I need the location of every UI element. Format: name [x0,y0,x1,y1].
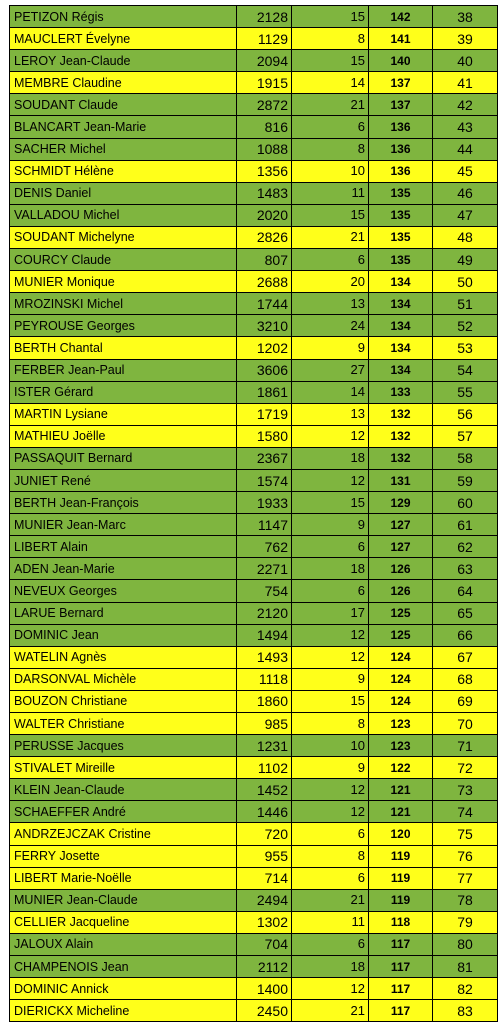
average-score-cell: 119 [369,845,433,867]
average-score-cell: 135 [369,226,433,248]
rank-cell: 56 [433,403,498,425]
games-count-cell: 21 [292,226,369,248]
table-row [10,933,498,955]
table-row [10,425,498,447]
games-count-cell: 20 [292,271,369,293]
average-score-cell: 136 [369,116,433,138]
total-points-cell: 1915 [237,72,292,94]
table-row [10,72,498,94]
total-points-cell: 2494 [237,889,292,911]
player-name-cell: LIBERT Alain [10,536,237,558]
games-count-cell: 11 [292,911,369,933]
average-score-cell: 123 [369,735,433,757]
player-name-cell: ANDRZEJCZAK Cristine [10,823,237,845]
games-count-cell: 6 [292,580,369,602]
player-name-cell: ADEN Jean-Marie [10,558,237,580]
player-name-cell: PERUSSE Jacques [10,735,237,757]
games-count-cell: 10 [292,735,369,757]
table-row [10,668,498,690]
total-points-cell: 2128 [237,6,292,28]
games-count-cell: 9 [292,757,369,779]
table-row [10,690,498,712]
games-count-cell: 9 [292,337,369,359]
total-points-cell: 1356 [237,160,292,182]
games-count-cell: 6 [292,116,369,138]
rank-cell: 77 [433,867,498,889]
total-points-cell: 1129 [237,28,292,50]
average-score-cell: 127 [369,514,433,536]
average-score-cell: 127 [369,536,433,558]
average-score-cell: 125 [369,602,433,624]
total-points-cell: 1744 [237,293,292,315]
rank-cell: 46 [433,182,498,204]
rank-cell: 68 [433,668,498,690]
games-count-cell: 12 [292,624,369,646]
games-count-cell: 15 [292,690,369,712]
table-row [10,956,498,978]
results-table-body [10,6,498,1022]
rank-cell: 83 [433,1000,498,1022]
games-count-cell: 21 [292,94,369,116]
player-name-cell: MUNIER Jean-Marc [10,514,237,536]
total-points-cell: 1483 [237,182,292,204]
average-score-cell: 126 [369,558,433,580]
player-name-cell: MARTIN Lysiane [10,403,237,425]
rank-cell: 73 [433,779,498,801]
total-points-cell: 2367 [237,447,292,469]
games-count-cell: 12 [292,469,369,491]
total-points-cell: 2094 [237,50,292,72]
table-row [10,713,498,735]
rank-cell: 42 [433,94,498,116]
table-row [10,50,498,72]
table-row [10,978,498,1000]
rank-cell: 69 [433,690,498,712]
total-points-cell: 1452 [237,779,292,801]
rank-cell: 44 [433,138,498,160]
rank-cell: 62 [433,536,498,558]
table-row [10,315,498,337]
rank-cell: 57 [433,425,498,447]
table-row [10,602,498,624]
player-name-cell: JALOUX Alain [10,933,237,955]
rank-cell: 40 [433,50,498,72]
table-row [10,447,498,469]
average-score-cell: 123 [369,713,433,735]
average-score-cell: 124 [369,646,433,668]
games-count-cell: 6 [292,823,369,845]
total-points-cell: 2271 [237,558,292,580]
total-points-cell: 2020 [237,204,292,226]
rank-cell: 58 [433,447,498,469]
table-row [10,381,498,403]
table-row [10,293,498,315]
player-name-cell: SACHER Michel [10,138,237,160]
rank-cell: 64 [433,580,498,602]
player-name-cell: DARSONVAL Michèle [10,668,237,690]
average-score-cell: 118 [369,911,433,933]
games-count-cell: 18 [292,558,369,580]
table-row [10,735,498,757]
total-points-cell: 1574 [237,469,292,491]
player-name-cell: LARUE Bernard [10,602,237,624]
average-score-cell: 121 [369,779,433,801]
rank-cell: 43 [433,116,498,138]
total-points-cell: 1302 [237,911,292,933]
average-score-cell: 129 [369,492,433,514]
total-points-cell: 1102 [237,757,292,779]
average-score-cell: 134 [369,337,433,359]
rank-cell: 55 [433,381,498,403]
average-score-cell: 120 [369,823,433,845]
table-row [10,624,498,646]
games-count-cell: 17 [292,602,369,624]
player-name-cell: BLANCART Jean-Marie [10,116,237,138]
average-score-cell: 132 [369,447,433,469]
player-name-cell: JUNIET René [10,469,237,491]
rank-cell: 70 [433,713,498,735]
total-points-cell: 2450 [237,1000,292,1022]
total-points-cell: 1088 [237,138,292,160]
total-points-cell: 985 [237,713,292,735]
average-score-cell: 134 [369,315,433,337]
table-row [10,337,498,359]
table-row [10,403,498,425]
average-score-cell: 134 [369,359,433,381]
player-name-cell: DENIS Daniel [10,182,237,204]
rank-cell: 74 [433,801,498,823]
rank-cell: 45 [433,160,498,182]
rank-cell: 63 [433,558,498,580]
table-row [10,801,498,823]
rank-cell: 59 [433,469,498,491]
total-points-cell: 816 [237,116,292,138]
rank-cell: 72 [433,757,498,779]
table-row [10,646,498,668]
rank-cell: 78 [433,889,498,911]
player-name-cell: BOUZON Christiane [10,690,237,712]
player-name-cell: SOUDANT Michelyne [10,226,237,248]
total-points-cell: 2112 [237,956,292,978]
games-count-cell: 8 [292,138,369,160]
player-name-cell: LIBERT Marie-Noëlle [10,867,237,889]
table-row [10,6,498,28]
table-row [10,580,498,602]
player-name-cell: BERTH Jean-François [10,492,237,514]
table-row [10,469,498,491]
average-score-cell: 131 [369,469,433,491]
player-name-cell: DIERICKX Micheline [10,1000,237,1022]
total-points-cell: 754 [237,580,292,602]
average-score-cell: 140 [369,50,433,72]
rank-cell: 80 [433,933,498,955]
table-row [10,226,498,248]
table-row [10,911,498,933]
player-name-cell: SCHMIDT Hélène [10,160,237,182]
player-name-cell: FERRY Josette [10,845,237,867]
rank-cell: 39 [433,28,498,50]
table-row [10,28,498,50]
average-score-cell: 117 [369,1000,433,1022]
average-score-cell: 125 [369,624,433,646]
games-count-cell: 9 [292,668,369,690]
table-row [10,271,498,293]
rank-cell: 76 [433,845,498,867]
player-name-cell: NEVEUX Georges [10,580,237,602]
games-count-cell: 13 [292,403,369,425]
games-count-cell: 6 [292,249,369,271]
table-row [10,182,498,204]
total-points-cell: 720 [237,823,292,845]
average-score-cell: 117 [369,933,433,955]
average-score-cell: 117 [369,956,433,978]
player-name-cell: LEROY Jean-Claude [10,50,237,72]
rank-cell: 49 [433,249,498,271]
total-points-cell: 1446 [237,801,292,823]
games-count-cell: 11 [292,182,369,204]
average-score-cell: 134 [369,293,433,315]
games-count-cell: 8 [292,845,369,867]
average-score-cell: 142 [369,6,433,28]
average-score-cell: 137 [369,72,433,94]
total-points-cell: 1580 [237,425,292,447]
games-count-cell: 15 [292,6,369,28]
average-score-cell: 121 [369,801,433,823]
player-name-cell: COURCY Claude [10,249,237,271]
table-row [10,359,498,381]
total-points-cell: 1861 [237,381,292,403]
average-score-cell: 133 [369,381,433,403]
average-score-cell: 119 [369,867,433,889]
rank-cell: 66 [433,624,498,646]
total-points-cell: 714 [237,867,292,889]
games-count-cell: 8 [292,713,369,735]
total-points-cell: 1933 [237,492,292,514]
player-name-cell: PETIZON Régis [10,6,237,28]
average-score-cell: 135 [369,249,433,271]
total-points-cell: 2826 [237,226,292,248]
player-name-cell: MAUCLERT Évelyne [10,28,237,50]
average-score-cell: 136 [369,138,433,160]
table-row [10,514,498,536]
total-points-cell: 1493 [237,646,292,668]
table-row [10,889,498,911]
table-row [10,204,498,226]
games-count-cell: 21 [292,889,369,911]
player-name-cell: BERTH Chantal [10,337,237,359]
games-count-cell: 6 [292,536,369,558]
average-score-cell: 126 [369,580,433,602]
table-row [10,757,498,779]
games-count-cell: 21 [292,1000,369,1022]
rank-cell: 51 [433,293,498,315]
rank-cell: 81 [433,956,498,978]
total-points-cell: 1400 [237,978,292,1000]
total-points-cell: 2688 [237,271,292,293]
total-points-cell: 807 [237,249,292,271]
rank-cell: 48 [433,226,498,248]
games-count-cell: 14 [292,72,369,94]
player-name-cell: FERBER Jean-Paul [10,359,237,381]
table-row [10,779,498,801]
total-points-cell: 1202 [237,337,292,359]
games-count-cell: 12 [292,646,369,668]
table-row [10,1000,498,1022]
rank-cell: 65 [433,602,498,624]
player-name-cell: SOUDANT Claude [10,94,237,116]
rank-cell: 52 [433,315,498,337]
games-count-cell: 10 [292,160,369,182]
games-count-cell: 15 [292,50,369,72]
average-score-cell: 132 [369,403,433,425]
total-points-cell: 1231 [237,735,292,757]
total-points-cell: 1494 [237,624,292,646]
total-points-cell: 955 [237,845,292,867]
table-row [10,249,498,271]
games-count-cell: 12 [292,779,369,801]
average-score-cell: 124 [369,668,433,690]
total-points-cell: 3606 [237,359,292,381]
total-points-cell: 1860 [237,690,292,712]
games-count-cell: 12 [292,801,369,823]
table-row [10,823,498,845]
player-name-cell: MUNIER Monique [10,271,237,293]
total-points-cell: 1147 [237,514,292,536]
games-count-cell: 12 [292,425,369,447]
games-count-cell: 13 [292,293,369,315]
rank-cell: 41 [433,72,498,94]
average-score-cell: 135 [369,204,433,226]
table-row [10,94,498,116]
total-points-cell: 2120 [237,602,292,624]
table-row [10,845,498,867]
rank-cell: 61 [433,514,498,536]
player-name-cell: WATELIN Agnès [10,646,237,668]
player-name-cell: WALTER Christiane [10,713,237,735]
games-count-cell: 18 [292,447,369,469]
games-count-cell: 6 [292,933,369,955]
rank-cell: 67 [433,646,498,668]
player-name-cell: DOMINIC Jean [10,624,237,646]
average-score-cell: 136 [369,160,433,182]
player-name-cell: PEYROUSE Georges [10,315,237,337]
rank-cell: 54 [433,359,498,381]
player-name-cell: MATHIEU Joëlle [10,425,237,447]
rank-cell: 79 [433,911,498,933]
average-score-cell: 141 [369,28,433,50]
total-points-cell: 704 [237,933,292,955]
table-row [10,536,498,558]
player-name-cell: CELLIER Jacqueline [10,911,237,933]
rank-cell: 38 [433,6,498,28]
games-count-cell: 27 [292,359,369,381]
games-count-cell: 9 [292,514,369,536]
table-row [10,492,498,514]
total-points-cell: 762 [237,536,292,558]
games-count-cell: 14 [292,381,369,403]
table-row [10,160,498,182]
average-score-cell: 122 [369,757,433,779]
table-row [10,867,498,889]
average-score-cell: 137 [369,94,433,116]
player-name-cell: SCHAEFFER André [10,801,237,823]
total-points-cell: 3210 [237,315,292,337]
average-score-cell: 132 [369,425,433,447]
games-count-cell: 15 [292,204,369,226]
games-count-cell: 18 [292,956,369,978]
total-points-cell: 1118 [237,668,292,690]
rank-cell: 82 [433,978,498,1000]
average-score-cell: 117 [369,978,433,1000]
results-table [9,5,498,1022]
rank-cell: 50 [433,271,498,293]
average-score-cell: 135 [369,182,433,204]
rank-cell: 47 [433,204,498,226]
table-row [10,558,498,580]
table-row [10,116,498,138]
rank-cell: 71 [433,735,498,757]
table-row [10,138,498,160]
games-count-cell: 24 [292,315,369,337]
player-name-cell: PASSAQUIT Bernard [10,447,237,469]
rank-cell: 60 [433,492,498,514]
player-name-cell: STIVALET Mireille [10,757,237,779]
rank-cell: 75 [433,823,498,845]
games-count-cell: 8 [292,28,369,50]
total-points-cell: 2872 [237,94,292,116]
player-name-cell: KLEIN Jean-Claude [10,779,237,801]
player-name-cell: ISTER Gérard [10,381,237,403]
total-points-cell: 1719 [237,403,292,425]
rank-cell: 53 [433,337,498,359]
average-score-cell: 119 [369,889,433,911]
games-count-cell: 12 [292,978,369,1000]
average-score-cell: 134 [369,271,433,293]
player-name-cell: MROZINSKI Michel [10,293,237,315]
player-name-cell: VALLADOU Michel [10,204,237,226]
games-count-cell: 6 [292,867,369,889]
player-name-cell: MUNIER Jean-Claude [10,889,237,911]
player-name-cell: MEMBRE Claudine [10,72,237,94]
average-score-cell: 124 [369,690,433,712]
player-name-cell: DOMINIC Annick [10,978,237,1000]
games-count-cell: 15 [292,492,369,514]
player-name-cell: CHAMPENOIS Jean [10,956,237,978]
